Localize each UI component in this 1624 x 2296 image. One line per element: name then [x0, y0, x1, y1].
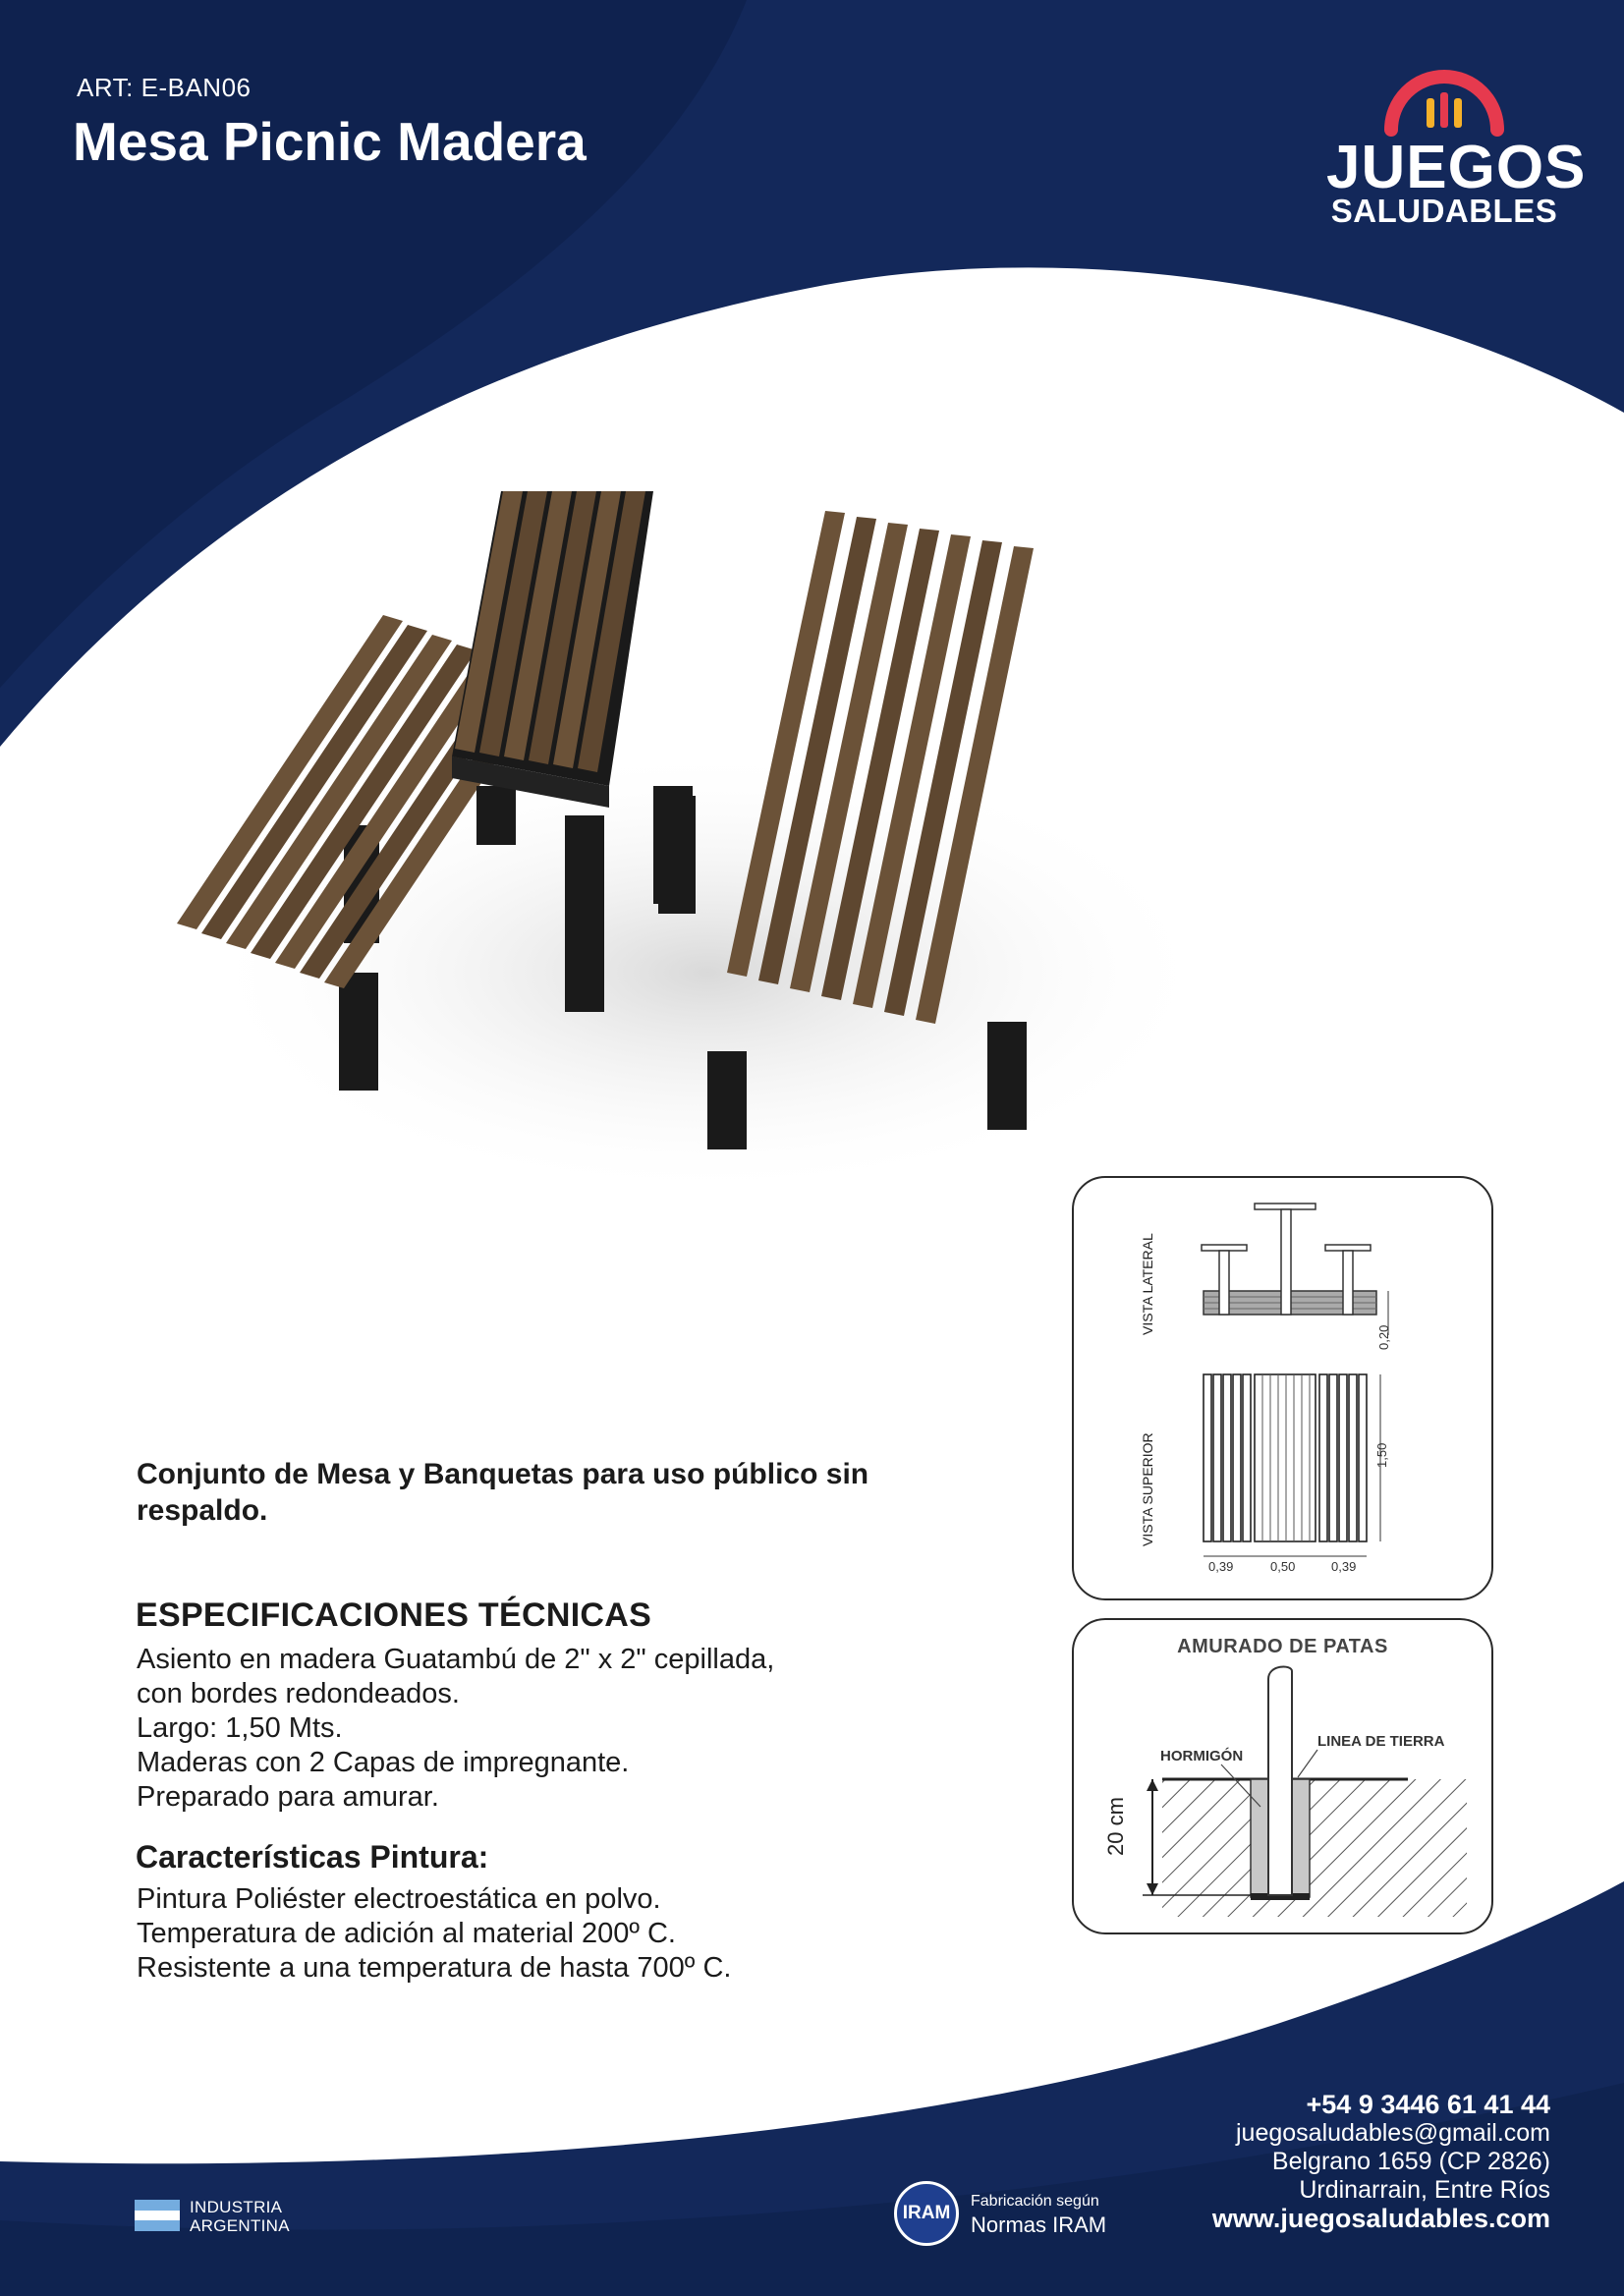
spec-item: Maderas con 2 Capas de impregnante.: [137, 1747, 630, 1778]
technical-drawing: [1074, 1178, 1491, 1598]
argentina-flag-icon: [135, 2200, 180, 2231]
hormigon-label: HORMIGÓN: [1160, 1748, 1244, 1764]
paint-item: Temperatura de adición al material 200º C.: [137, 1918, 676, 1949]
product-image: [157, 462, 1238, 1248]
paint-item: Pintura Poliéster electroestática en polvo.: [137, 1883, 661, 1915]
logo-arc-icon: [1383, 69, 1505, 138]
superior-view-label: VISTA SUPERIOR: [1140, 1432, 1155, 1546]
iram-line-2: Normas IRAM: [971, 2212, 1107, 2237]
contact-block: [1212, 2091, 1550, 2233]
dim-height: 0,20: [1376, 1324, 1391, 1350]
paint-heading: Características Pintura:: [136, 1839, 489, 1875]
contact-phone[interactable]: +54 9 3446 61 41 44: [1306, 2090, 1550, 2119]
dim-bench-left: 0,39: [1208, 1559, 1234, 1574]
intro-text: Conjunto de Mesa y Banquetas para uso público sin respaldo.: [137, 1458, 869, 1527]
depth-label: 20 cm: [1103, 1797, 1128, 1856]
lateral-view-label: VISTA LATERAL: [1140, 1233, 1155, 1335]
industria-line-2: ARGENTINA: [190, 2216, 290, 2235]
industria-line-1: INDUSTRIA: [190, 2198, 283, 2216]
page-title: Mesa Picnic Madera: [73, 111, 587, 172]
spec-item: con bordes redondeados.: [137, 1678, 460, 1709]
article-number: E-BAN06: [140, 73, 252, 102]
linea-tierra-label: LINEA DE TIERRA: [1317, 1733, 1445, 1750]
paint-list: [137, 1882, 731, 1986]
contact-website[interactable]: www.juegosaludables.com: [1211, 2204, 1550, 2233]
specs-heading: ESPECIFICACIONES TÉCNICAS: [136, 1596, 652, 1634]
amurado-diagram: [1074, 1620, 1491, 1932]
technical-drawing-panel: [1072, 1176, 1493, 1600]
contact-city: Urdinarrain, Entre Ríos: [1299, 2176, 1550, 2204]
amurado-panel: [1072, 1618, 1493, 1934]
specs-list: [137, 1643, 774, 1815]
article-label: ART:: [77, 73, 134, 102]
dim-table: 0,50: [1270, 1559, 1296, 1574]
industria-text: [190, 2198, 290, 2235]
contact-email[interactable]: juegosaludables@gmail.com: [1236, 2119, 1550, 2147]
logo-text-saludables: SALUDABLES: [1330, 193, 1558, 229]
brand-logo: [1326, 69, 1587, 236]
contact-address: Belgrano 1659 (CP 2826): [1271, 2148, 1550, 2175]
paint-item: Resistente a una temperatura de hasta 700º C.: [137, 1952, 732, 1984]
dim-length: 1,50: [1374, 1442, 1389, 1468]
article-code: [77, 73, 252, 103]
spec-item: Asiento en madera Guatambú de 2" x 2" cepillada,: [137, 1644, 775, 1675]
spec-item: Preparado para amurar.: [137, 1781, 439, 1813]
spec-item: Largo: 1,50 Mts.: [137, 1712, 343, 1744]
logo-text-juegos: JUEGOS: [1326, 134, 1587, 201]
amurado-title: AMURADO DE PATAS: [1177, 1636, 1388, 1657]
iram-logo-icon: IRAM: [894, 2181, 959, 2246]
iram-line-1: Fabricación según: [971, 2193, 1099, 2210]
iram-badge: [894, 2181, 1130, 2250]
dim-bench-right: 0,39: [1331, 1559, 1357, 1574]
